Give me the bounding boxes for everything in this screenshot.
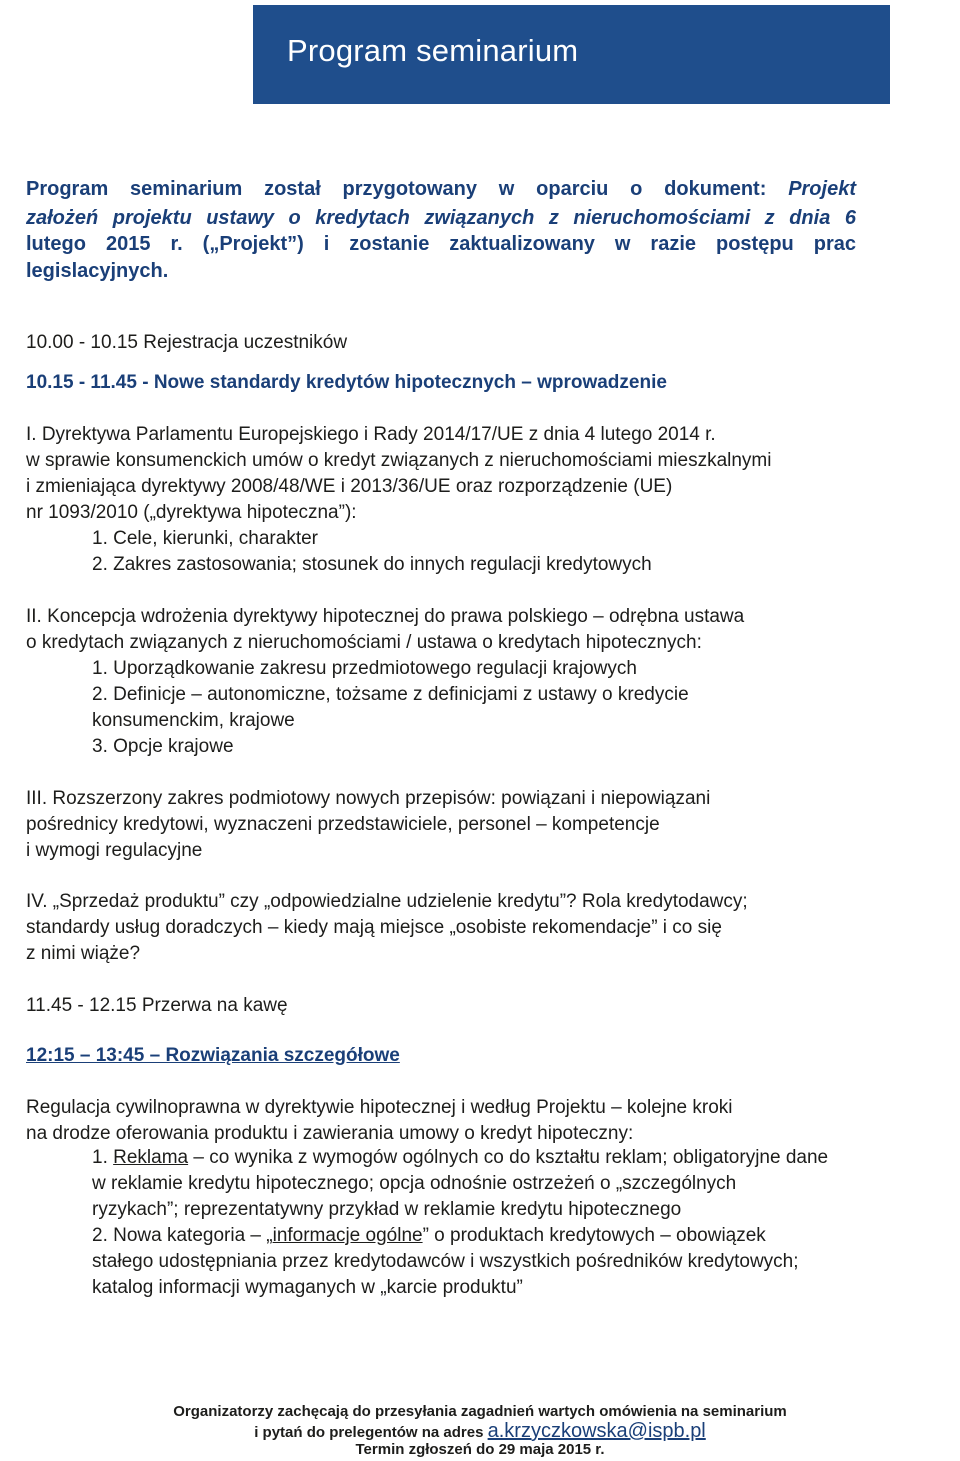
advertising-term: Reklama	[113, 1147, 189, 1168]
regulation-item-2: 2. Nowa kategoria – „informacje ogólne” o produktach kredytowych – obowiązek	[92, 1225, 766, 1246]
contact-email-link[interactable]: a.krzyczkowska@ispb.pl	[487, 1420, 706, 1442]
page-title: Program seminarium	[287, 33, 579, 68]
section-ii-line-2: o kredytach związanych z nieruchomościami / ustawa o kredytach hipotecznych:	[26, 632, 702, 653]
session-2-heading: 12:15 – 13:45 – Rozwiązania szczegółowe	[26, 1045, 400, 1066]
section-i-line-2: w sprawie konsumenckich umów o kredyt związanych z nieruchomościami mieszkalnymi	[26, 450, 772, 471]
section-iv-line-3: z nimi wiąże?	[26, 943, 141, 964]
section-iv-line-2: standardy usług doradczych – kiedy mają miejsce „osobiste rekomendacje” i co się	[26, 917, 722, 938]
section-ii-item-2: 2. Definicje – autonomiczne, tożsame z definicjami z ustawy o kredycie	[92, 684, 689, 705]
session-1-heading: 10.15 - 11.45 - Nowe standardy kredytów hipotecznych – wprowadzenie	[26, 372, 667, 393]
regulation-item-1: 1. Reklama – co wynika z wymogów ogólnych co do kształtu reklam; obligatoryjne dane	[92, 1147, 829, 1168]
section-iii-line-1: III. Rozszerzony zakres podmiotowy nowych przepisów: powiązani i niepowiązani	[26, 788, 711, 809]
section-iv-line-1: IV. „Sprzedaż produktu” czy „odpowiedzialne udzielenie kredytu”? Rola kredytodawcy;	[26, 891, 748, 912]
footer-deadline: Termin zgłoszeń do 29 maja 2015 r.	[355, 1441, 605, 1458]
regulation-item-1-line-3: ryzykach”; reprezentatywny przykład w reklamie kredytu hipotecznego	[92, 1199, 682, 1220]
section-i-item-1: 1. Cele, kierunki, charakter	[92, 528, 318, 549]
registration-item: 10.00 - 10.15 Rejestracja uczestników	[26, 332, 348, 353]
coffee-break-item: 11.45 - 12.15 Przerwa na kawę	[26, 995, 288, 1016]
section-i-item-2: 2. Zakres zastosowania; stosunek do innych regulacji kredytowych	[92, 554, 652, 575]
section-i-line-3: i zmieniająca dyrektywy 2008/48/WE i 2013/36/UE oraz rozporządzenie (UE)	[26, 476, 673, 497]
title-banner	[253, 5, 890, 104]
intro-line-1: Program seminarium został przygotowany w oparciu o dokument: Projekt	[26, 178, 856, 200]
section-iii-line-2: pośrednicy kredytowi, wyznaczeni przedstawiciele, personel – kompetencje	[26, 814, 660, 835]
footer-line-2: i pytań do prelegentów na adres a.krzyczkowska@ispb.pl	[254, 1420, 706, 1442]
section-ii-item-1: 1. Uporządkowanie zakresu przedmiotowego regulacji krajowych	[92, 658, 637, 679]
regulation-line-2: na drodze oferowania produktu i zawierania umowy o kredyt hipoteczny:	[26, 1123, 634, 1144]
section-ii-item-2-cont: konsumenckim, krajowe	[92, 710, 295, 731]
section-ii-line-1: II. Koncepcja wdrożenia dyrektywy hipotecznej do prawa polskiego – odrębna ustawa	[26, 606, 745, 627]
section-i-line-4: nr 1093/2010 („dyrektywa hipoteczna”):	[26, 502, 357, 523]
regulation-item-2-line-2: stałego udostępniania przez kredytodawców i wszystkich pośredników kredytowych;	[92, 1251, 799, 1272]
regulation-item-2-line-3: katalog informacji wymaganych w „karcie produktu”	[92, 1277, 523, 1298]
intro-line-4: legislacyjnych.	[26, 260, 169, 282]
general-info-term: informacje ogólne	[272, 1225, 423, 1246]
footer-line-1: Organizatorzy zachęcają do przesyłania zagadnień wartych omówienia na seminarium	[173, 1403, 787, 1420]
section-iii-line-3: i wymogi regulacyjne	[26, 840, 203, 861]
section-i-line-1: I. Dyrektywa Parlamentu Europejskiego i Rady 2014/17/UE z dnia 4 lutego 2014 r.	[26, 424, 716, 445]
regulation-line-1: Regulacja cywilnoprawna w dyrektywie hipotecznej i według Projektu – kolejne kroki	[26, 1097, 733, 1118]
intro-line-3: lutego 2015 r. („Projekt”) i zostanie zaktualizowany w razie postępu prac	[26, 233, 856, 255]
regulation-item-1-line-2: w reklamie kredytu hipotecznego; opcja odnośnie ostrzeżeń o „szczególnych	[92, 1173, 737, 1194]
section-ii-item-3: 3. Opcje krajowe	[92, 736, 234, 757]
intro-line-2: założeń projektu ustawy o kredytach związanych z nieruchomościami z dnia 6	[26, 207, 856, 229]
